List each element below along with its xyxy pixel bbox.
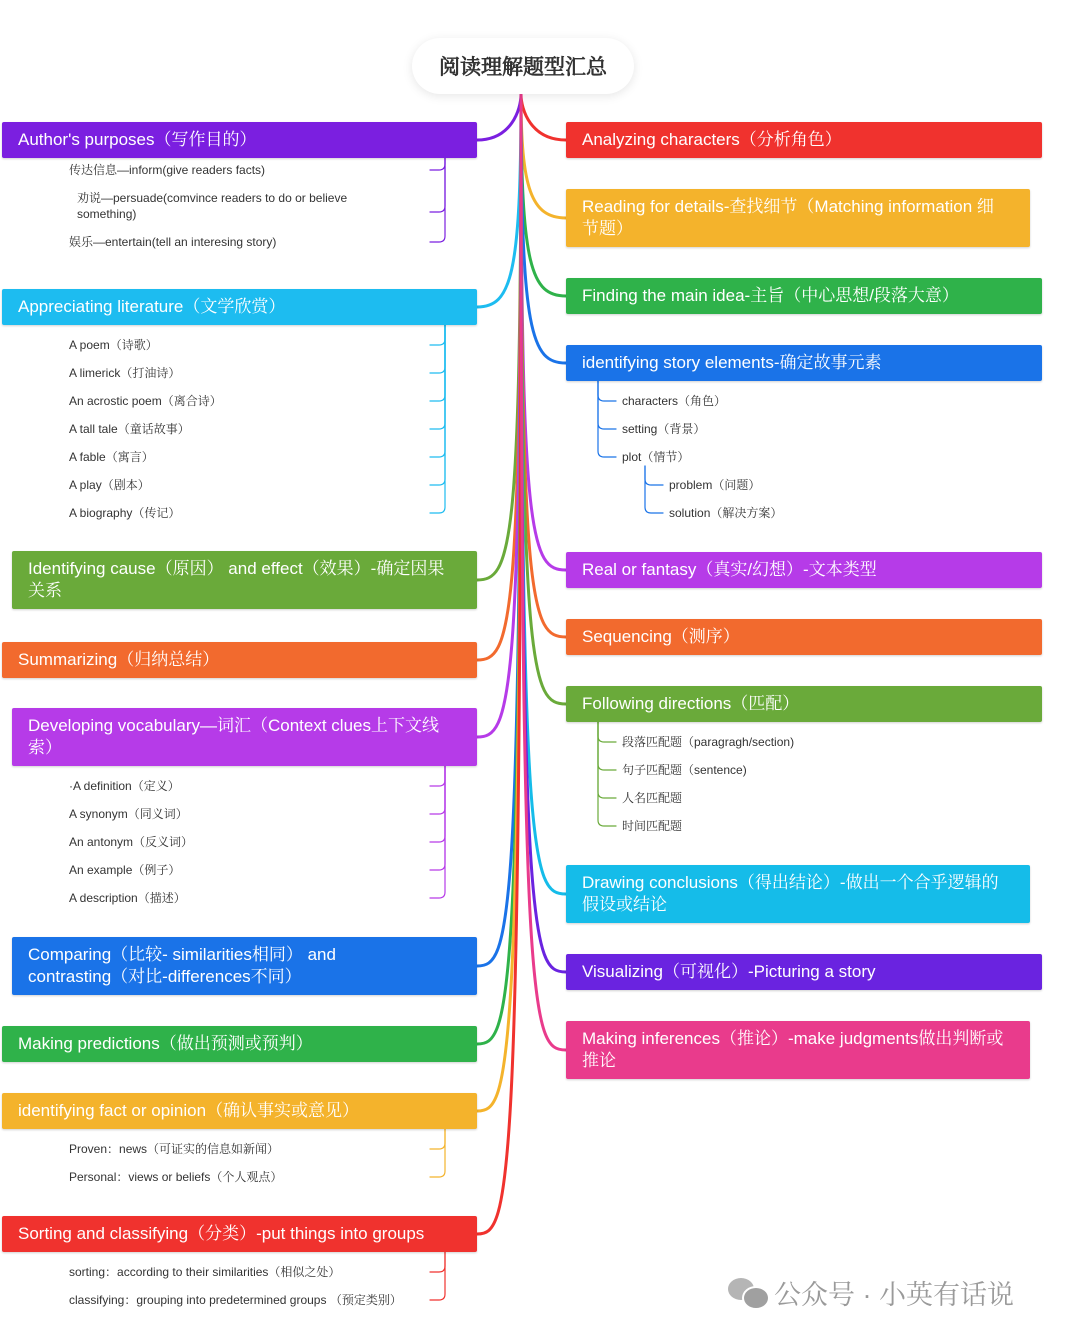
branch-sorting-classifying[interactable]: Sorting and classifying（分类）-put things into groups [2,1216,477,1252]
branch-link-right-0 [521,94,566,140]
sub-sentence-match: 句子匹配题（sentence) [622,763,747,777]
sub-entertain: 娱乐—entertain(tell an interesing story) [69,235,277,249]
wechat-icon [728,1276,766,1308]
branch-developing-vocabulary[interactable]: Developing vocabulary—词汇（Context clues上下文线索） [12,708,477,766]
sub-time-match: 时间匹配题 [622,819,683,833]
sub-link-left-1-2 [430,325,445,401]
sub-biography: A biography（传记） [69,506,181,520]
sub-link-right-6-1 [598,722,616,770]
sub-synonym: A synonym（同义词） [69,807,188,821]
root-topic[interactable]: 阅读理解题型汇总 [412,38,634,94]
sub-link-right-3-2 [598,381,616,457]
sub-link-right-6-3 [598,722,616,826]
branch-link-left-0 [477,94,521,140]
sub-limerick: A limerick（打油诗） [69,366,181,380]
sub-characters: characters（角色） [622,394,727,408]
sub-classifying: classifying：grouping into predetermined groups （预定类别） [69,1293,402,1307]
branch-link-left-4 [477,94,521,737]
branch-making-inferences[interactable]: Making inferences（推论）-make judgments做出判断或推论 [566,1021,1030,1079]
sub-play: A play（剧本） [69,478,150,492]
sub-link-left-4-3 [430,766,445,870]
sub-link-left-8-0 [430,1252,445,1272]
sub-link-right-6-0 [598,722,616,742]
sub-link-left-4-2 [430,766,445,842]
branch-story-elements[interactable]: identifying story elements-确定故事元素 [566,345,1042,381]
sub-link-right-6-2 [598,722,616,798]
branch-appreciating-literature[interactable]: Appreciating literature（文学欣赏） [2,289,477,325]
sub-link-left-1-1 [430,325,445,373]
branch-link-right-2 [521,94,566,296]
sub-personal: Personal：views or beliefs（个人观点） [69,1170,283,1184]
branch-link-right-1 [521,94,566,218]
branch-real-fantasy[interactable]: Real or fantasy（真实/幻想）-文本类型 [566,552,1042,588]
sub-solution: solution（解决方案） [669,506,783,520]
sub-acrostic: An acrostic poem（离合诗） [69,394,222,408]
branch-reading-details[interactable]: Reading for details-查找细节（Matching information 细节题） [566,189,1030,247]
branch-drawing-conclusions[interactable]: Drawing conclusions（得出结论）-做出一个合乎逻辑的假设或结论 [566,865,1030,923]
branch-link-left-2 [477,94,521,580]
watermark [728,1270,1058,1314]
branch-summarizing[interactable]: Summarizing（归纳总结） [2,642,477,678]
branch-visualizing[interactable]: Visualizing（可视化）-Picturing a story [566,954,1042,990]
sub-fable: A fable（寓言） [69,450,154,464]
sub-antonym: An antonym（反义词） [69,835,194,849]
sub-definition: ·A definition（定义） [69,779,180,793]
sub-persuade: 劝说—persuade(comvince readers to do or believe something) [77,191,348,221]
branch-following-directions[interactable]: Following directions（匹配） [566,686,1042,722]
sub-link-right-3-plot-1 [645,466,663,513]
sub-link-left-8-1 [430,1252,445,1300]
sub-name-match: 人名匹配题 [622,791,683,805]
branch-cause-effect[interactable]: Identifying cause（原因） and effect（效果）-确定因果关系 [12,551,477,609]
branch-sequencing[interactable]: Sequencing（测序） [566,619,1042,655]
branch-making-predictions[interactable]: Making predictions（做出预测或预判） [2,1026,477,1062]
sub-link-right-3-plot-0 [645,466,663,485]
sub-poem: A poem（诗歌） [69,338,158,352]
sub-example: An example（例子） [69,863,181,877]
sub-paragraph-match: 段落匹配题（paragragh/section) [622,735,795,749]
watermark-text: 公众号 · 小英有话说 [774,1279,1014,1310]
sub-link-left-7-0 [430,1129,445,1149]
branch-analyzing-characters[interactable]: Analyzing characters（分析角色） [566,122,1042,158]
sub-link-left-1-0 [430,325,445,345]
branch-fact-opinion[interactable]: identifying fact or opinion（确认事实或意见） [2,1093,477,1129]
sub-link-left-0-1 [430,158,445,212]
sub-link-left-4-1 [430,766,445,814]
sub-plot: plot（情节） [622,450,690,464]
sub-inform: 传达信息—inform(give readers facts) [69,163,266,177]
sub-link-left-7-1 [430,1129,445,1177]
sub-sorting: sorting：according to their similarities（相似之处） [69,1265,341,1279]
branch-link-left-8 [477,94,521,1234]
sub-link-left-0-0 [430,158,445,170]
sub-link-left-1-5 [430,325,445,485]
branch-link-left-1 [477,94,521,307]
branch-main-idea[interactable]: Finding the main idea-主旨（中心思想/段落大意） [566,278,1042,314]
sub-problem: problem（问题） [669,478,761,492]
sub-link-left-4-0 [430,766,445,786]
sub-proven: Proven：news（可证实的信息如新闻） [69,1142,280,1156]
sub-link-right-3-0 [598,381,616,401]
sub-tall-tale: A tall tale（童话故事） [69,422,190,436]
branch-comparing-contrasting[interactable]: Comparing（比较- similarities相同） and contrasting（对比-differences不同） [12,937,477,995]
sub-link-left-1-3 [430,325,445,429]
sub-link-right-3-1 [598,381,616,429]
branch-authors-purposes[interactable]: Author's purposes（写作目的） [2,122,477,158]
sub-setting: setting（背景） [622,422,706,436]
sub-description: A description（描述） [69,891,186,905]
